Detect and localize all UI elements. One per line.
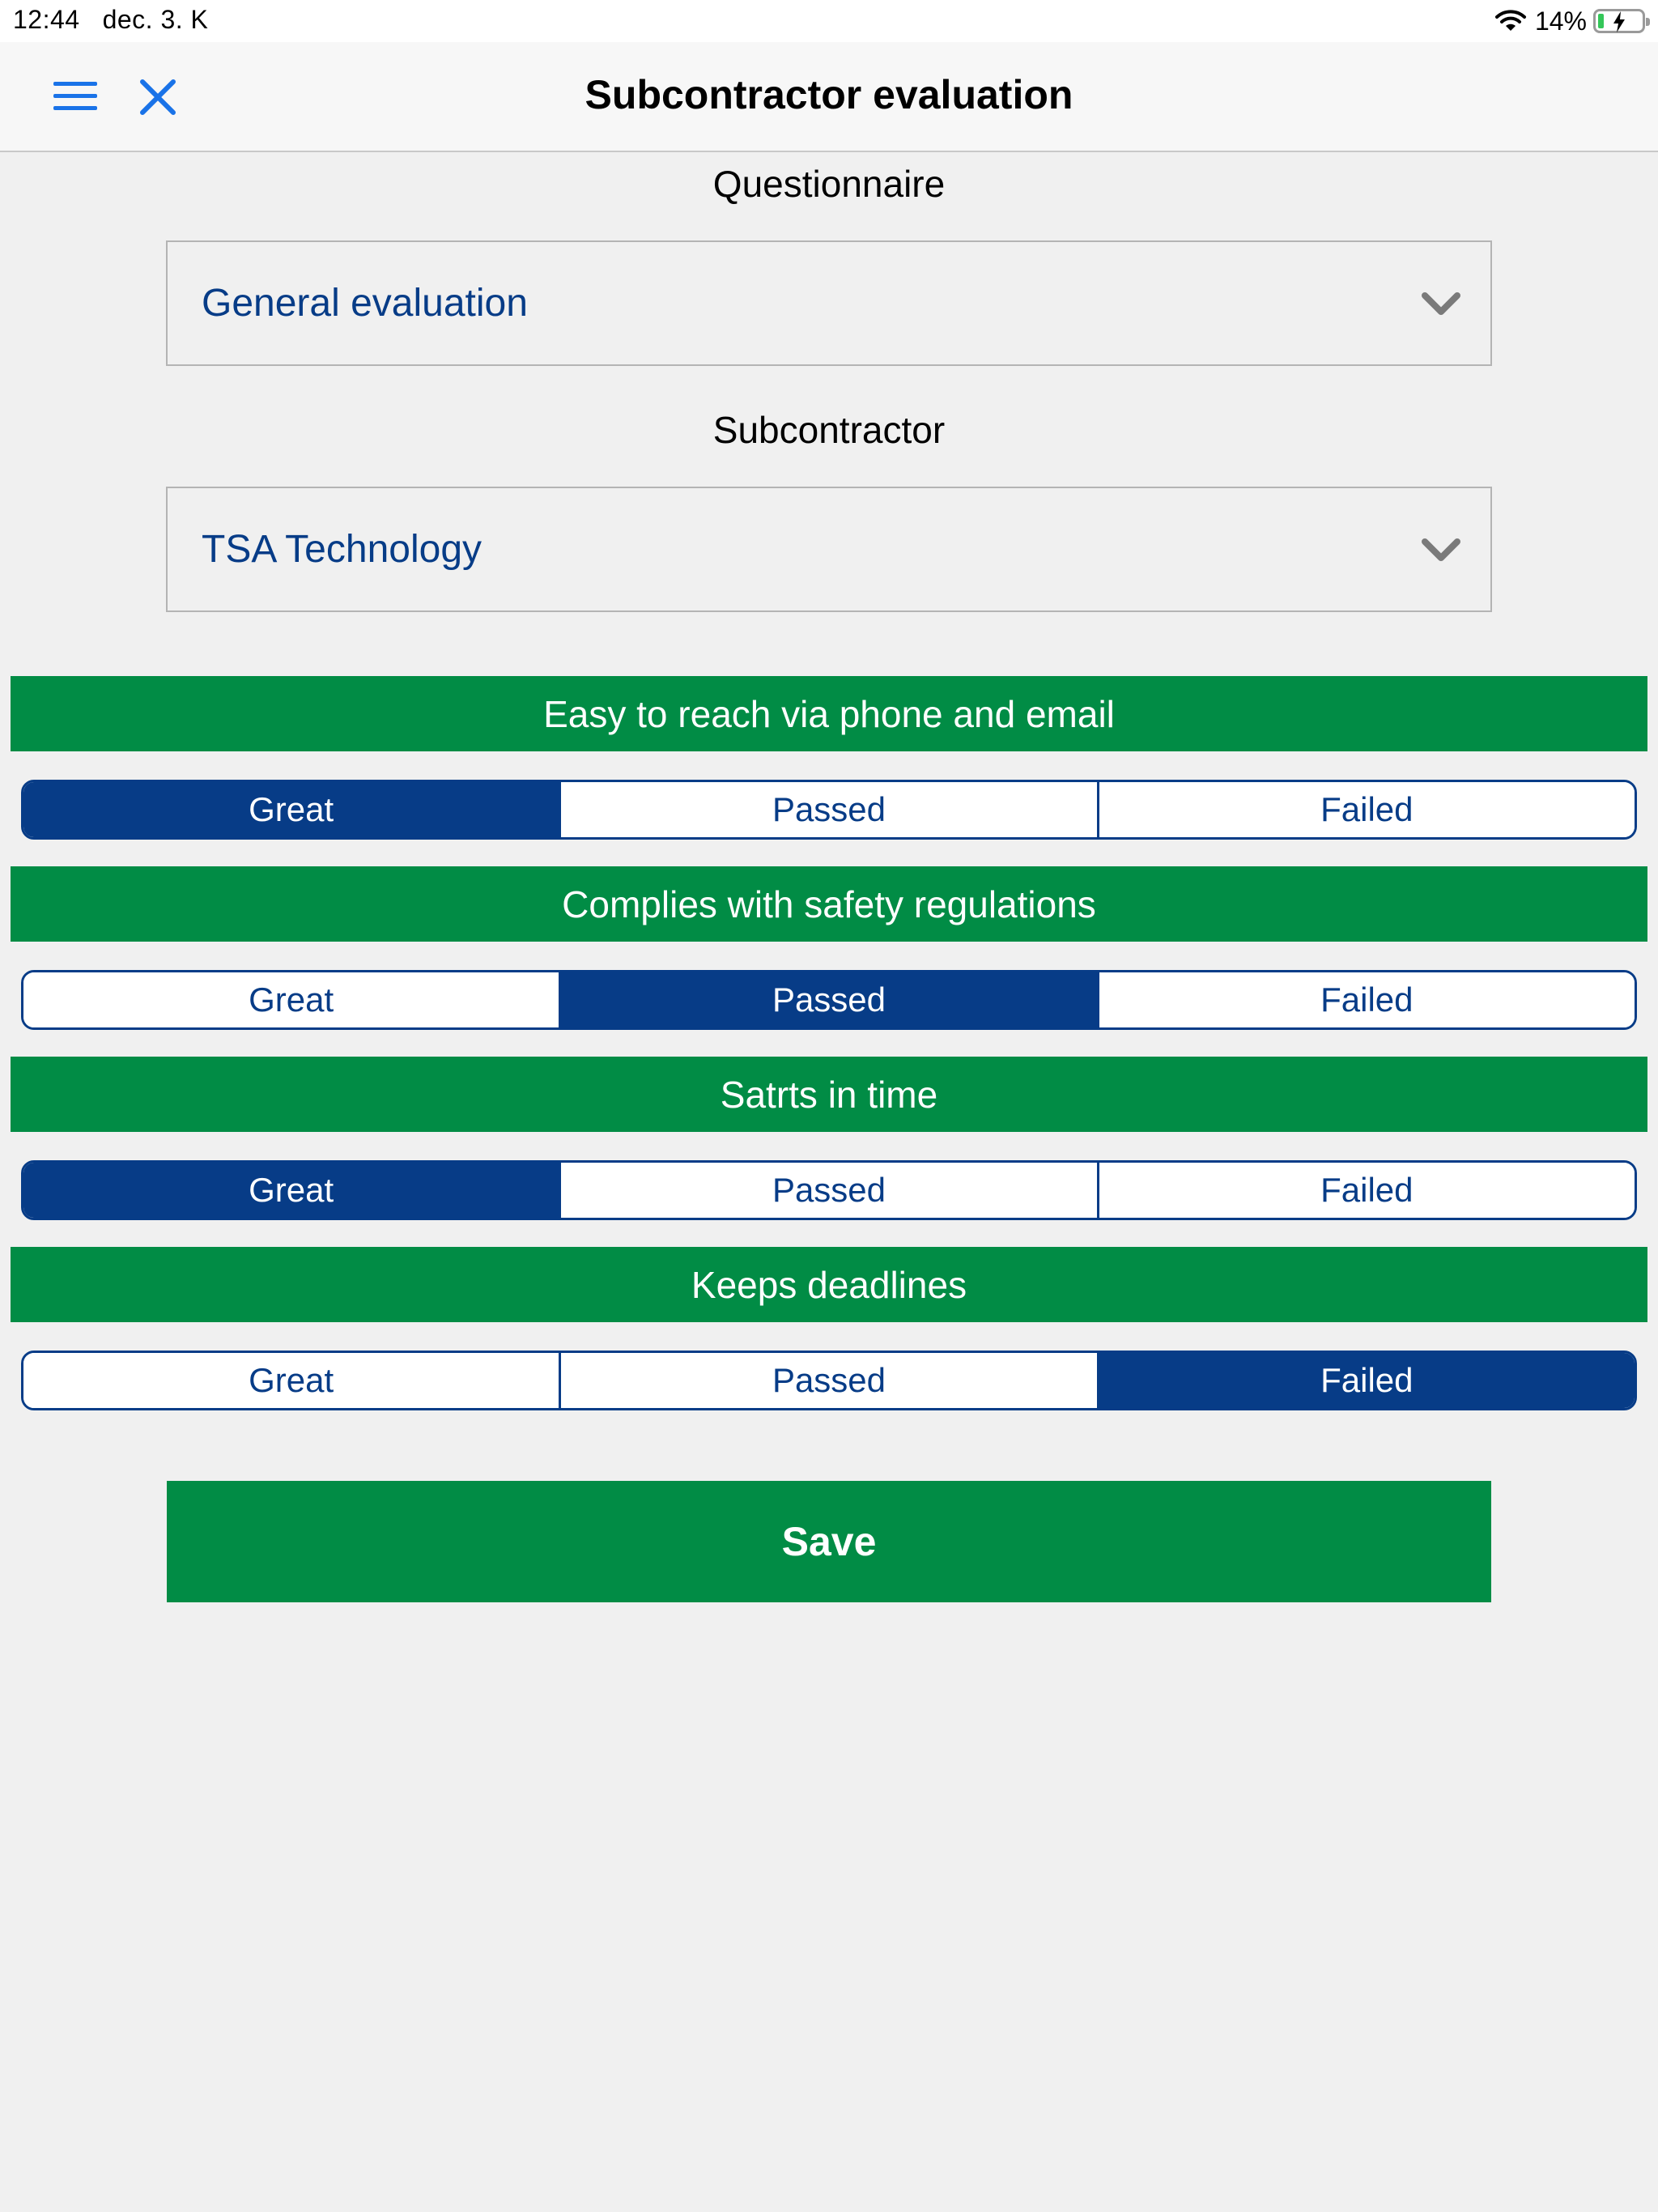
question-title: Complies with safety regulations [11,866,1647,942]
battery-fill [1598,14,1604,28]
rating-option-great[interactable]: Great [23,1353,559,1408]
battery-percent: 14% [1534,6,1587,36]
chevron-down-icon [1421,537,1461,564]
status-time-date [13,5,208,35]
battery-charging-icon [1593,9,1645,33]
rating-option-great[interactable]: Great [23,972,559,1027]
rating-segmented-control [21,1351,1637,1410]
rating-option-failed[interactable]: Failed [1097,782,1635,837]
questionnaire-value: General evaluation [202,282,528,325]
rating-segmented-control [21,780,1637,840]
subcontractor-label: Subcontractor [712,409,946,451]
rating-option-failed[interactable]: Failed [1097,972,1635,1027]
rating-option-failed[interactable]: Failed [1097,1353,1635,1408]
page-title: Subcontractor evaluation [585,72,1073,117]
status-bar [0,0,1658,42]
wifi-icon [1494,9,1527,33]
chevron-down-icon [1421,291,1461,318]
rating-option-great[interactable]: Great [23,1163,559,1218]
subcontractor-select[interactable] [166,487,1492,612]
rating-option-passed[interactable]: Passed [559,1163,1096,1218]
charging-bolt-icon [1610,10,1628,34]
rating-option-passed[interactable]: Passed [559,972,1096,1027]
question-title: Satrts in time [11,1057,1647,1132]
rating-option-passed[interactable]: Passed [559,782,1096,837]
status-indicators [1494,5,1645,37]
rating-segmented-control [21,1160,1637,1220]
question-title: Easy to reach via phone and email [11,676,1647,751]
questionnaire-select[interactable] [166,240,1492,366]
rating-option-passed[interactable]: Passed [559,1353,1096,1408]
rating-segmented-control [21,970,1637,1030]
rating-option-failed[interactable]: Failed [1097,1163,1635,1218]
nav-bar [0,42,1658,152]
subcontractor-value: TSA Technology [202,528,483,571]
status-time: 12:44 [13,5,80,34]
question-title: Keeps deadlines [11,1247,1647,1322]
status-date: dec. 3. K [102,5,209,34]
questionnaire-label: Questionnaire [712,163,946,205]
rating-option-great[interactable]: Great [23,782,559,837]
save-button[interactable]: Save [167,1481,1491,1602]
